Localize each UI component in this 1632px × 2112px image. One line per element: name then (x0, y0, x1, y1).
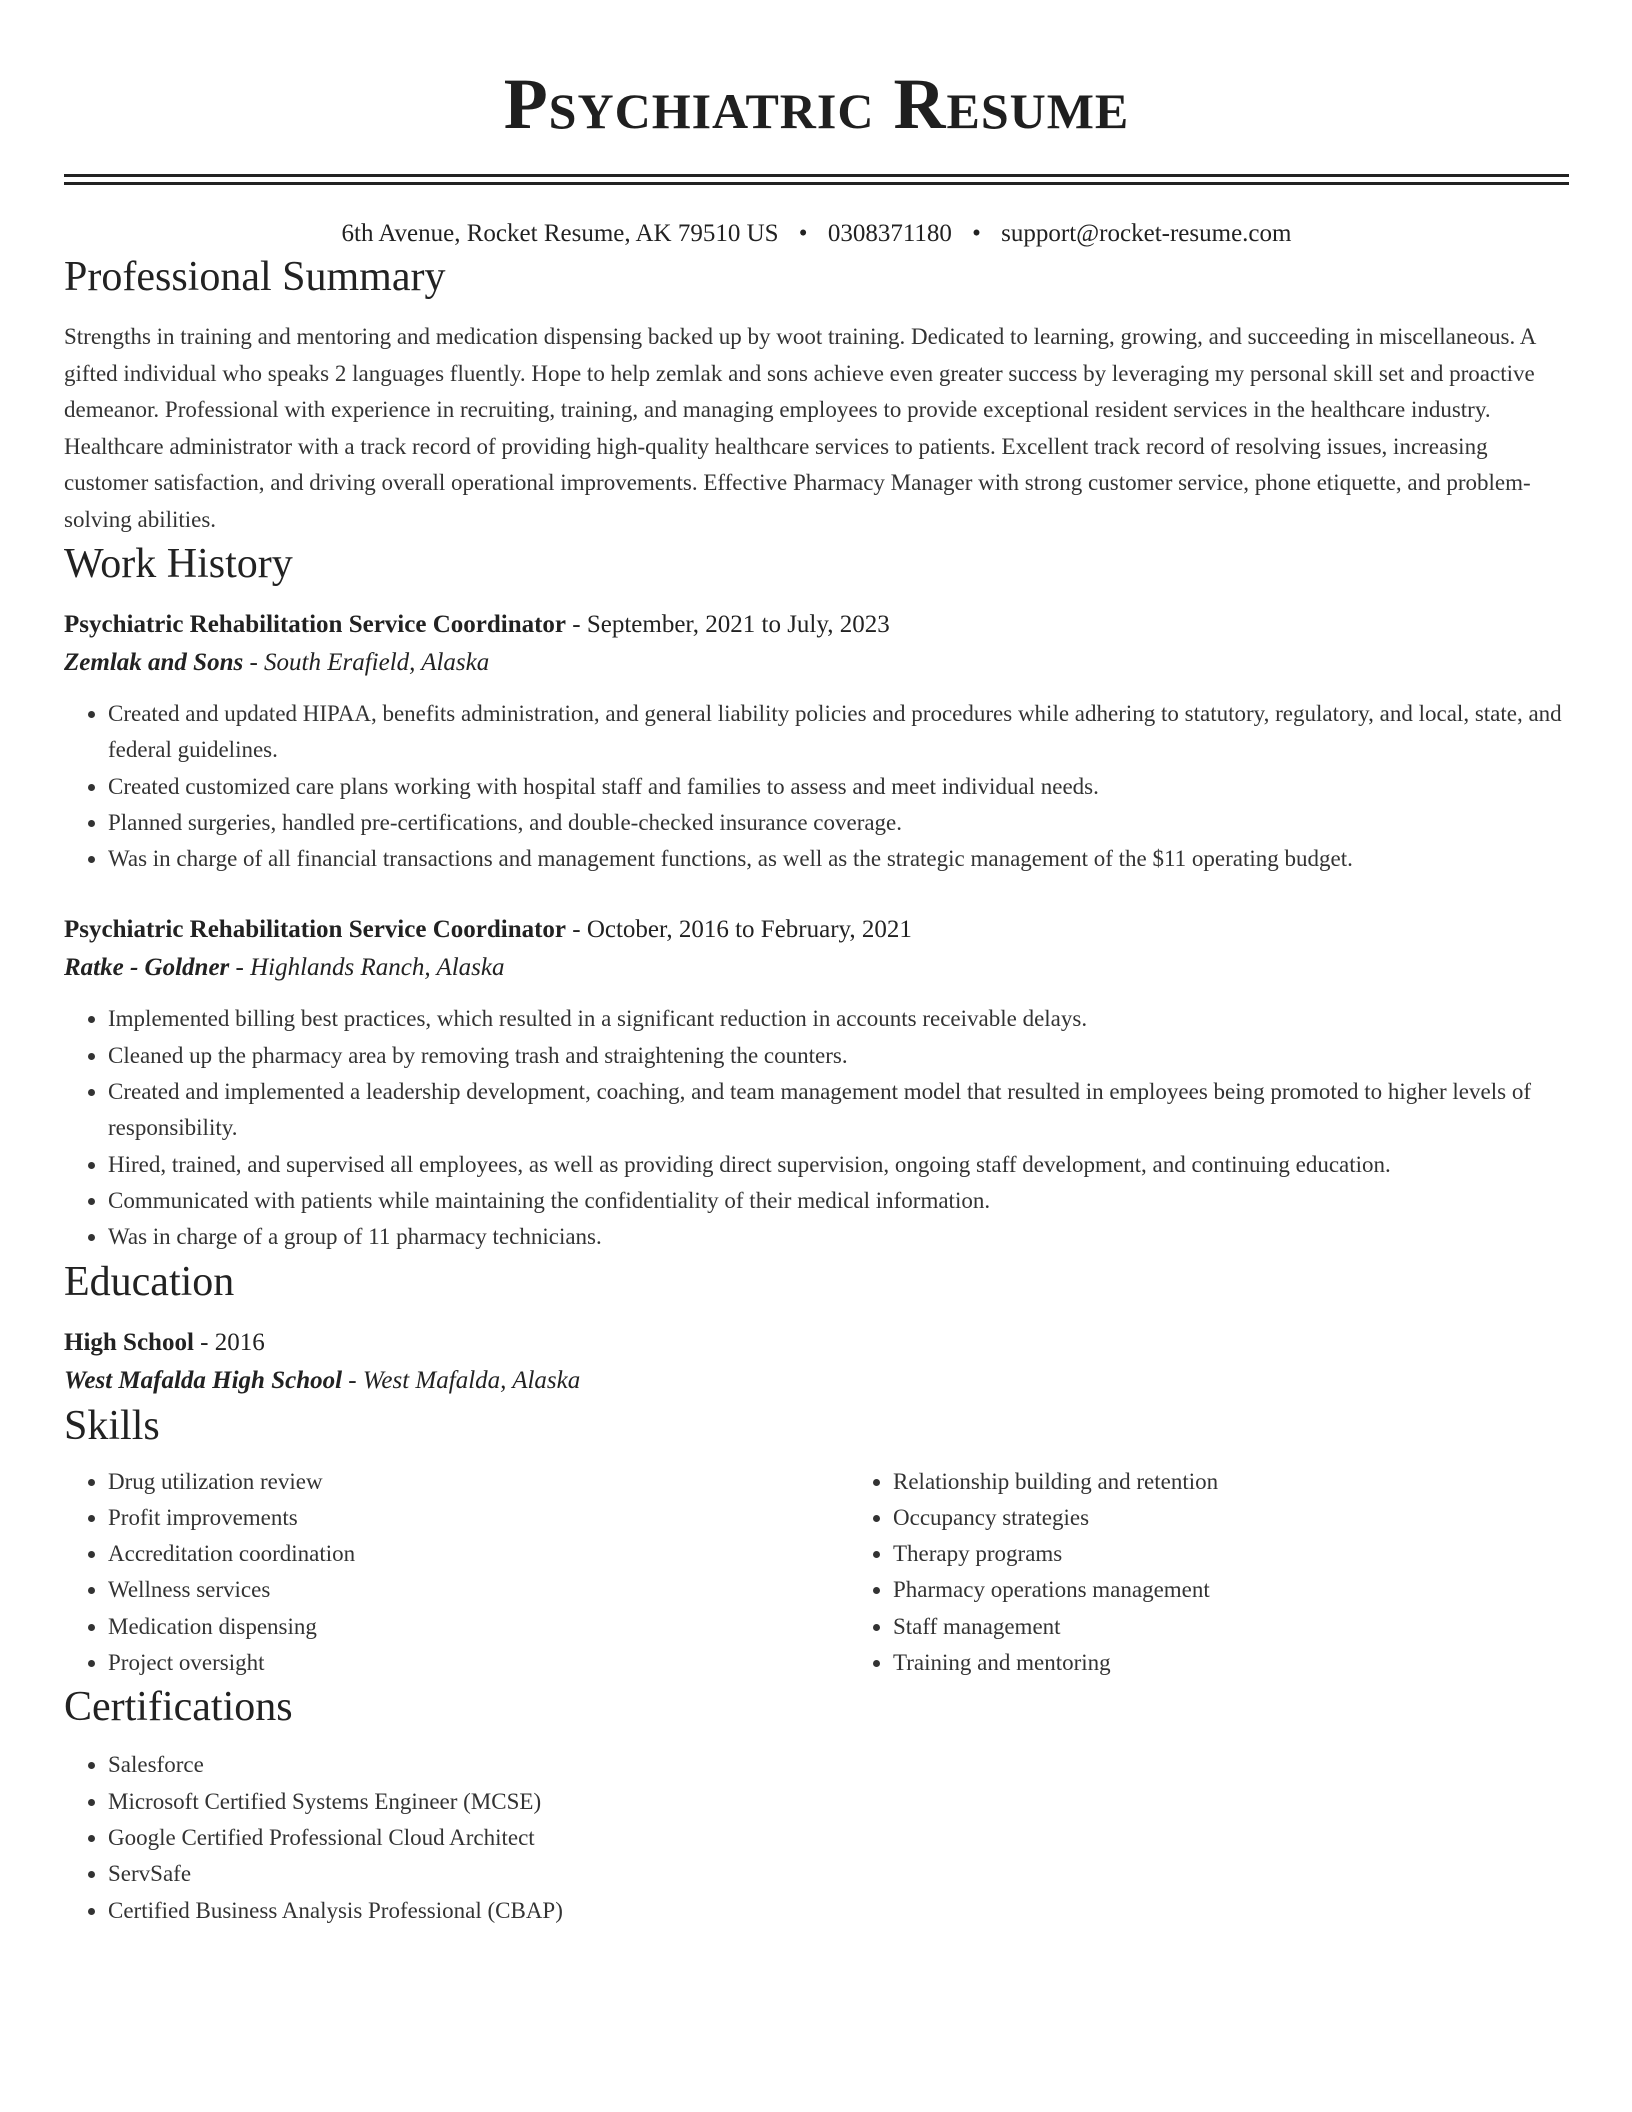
list-item: • Planned surgeries, handled pre-certifications, and double-checked insurance coverage. (108, 805, 1569, 841)
certifications-list (64, 1747, 1569, 1928)
list-item: • Certified Business Analysis Professional (CBAP) (108, 1893, 1569, 1929)
resume-page (64, 0, 1569, 1929)
education-year: - 2016 (193, 1328, 265, 1356)
contact-separator: • (972, 220, 981, 247)
list-item: • Salesforce (108, 1747, 1569, 1783)
work-history-heading: Work History (64, 541, 293, 587)
header-double-rule (64, 174, 1569, 185)
job-dates: - September, 2021 to July, 2023 (566, 611, 890, 638)
job-header (64, 606, 1569, 644)
education-degree-line (64, 1324, 1569, 1362)
contact-address: 6th Avenue, Rocket Resume, AK 79510 US (341, 220, 779, 247)
job-entry (64, 911, 1569, 1255)
list-item: • Cleaned up the pharmacy area by removing trash and straightening the counters. (108, 1038, 1569, 1074)
list-item: • Hired, trained, and supervised all employees, as well as providing direct supervision, ongoing staff development, and continuing education. (108, 1147, 1569, 1183)
job-role: Psychiatric Rehabilitation Service Coordinator (64, 916, 567, 944)
education-entry (64, 1324, 1569, 1400)
education-school-line (64, 1362, 1569, 1400)
contact-separator: • (798, 220, 808, 247)
education-degree: High School (64, 1328, 194, 1356)
job-header (64, 911, 1569, 949)
list-item: • Created customized care plans working with hospital staff and families to assess and meet individual needs. (108, 769, 1569, 805)
list-item: • Training and mentoring (893, 1645, 1593, 1681)
skills-heading: Skills (64, 1402, 160, 1449)
contact-phone: 0308371180 (827, 220, 952, 247)
list-item: • Wellness services (108, 1572, 808, 1608)
education-location: - West Mafalda, Alaska (342, 1366, 581, 1394)
contact-email: support@rocket-resume.com (1001, 220, 1292, 247)
list-item: • Relationship building and retention (893, 1464, 1593, 1500)
list-item: • Pharmacy operations management (893, 1572, 1593, 1608)
job-employer-line (64, 644, 1569, 682)
education-school: West Mafalda High School (64, 1366, 343, 1394)
skills-columns (64, 1464, 1569, 1682)
job-role: Psychiatric Rehabilitation Service Coordinator (64, 611, 567, 638)
list-item: • Medication dispensing (108, 1609, 808, 1645)
list-item: • Drug utilization review (108, 1464, 808, 1500)
contact-line (64, 217, 1569, 251)
job-entry (64, 606, 1569, 877)
list-item: • Created and implemented a leadership development, coaching, and team management model that resulted in employees being promoted to higher levels of responsibility. (108, 1074, 1569, 1147)
list-item: • Project oversight (108, 1645, 808, 1681)
certifications-heading: Certifications (64, 1684, 293, 1731)
job-duties-list (64, 696, 1569, 877)
education-heading: Education (64, 1258, 235, 1305)
skills-list-left (64, 1464, 808, 1682)
resume-name: Psychiatric Resume (503, 64, 1130, 144)
list-item: • Communicated with patients while maintaining the confidentiality of their medical information. (108, 1183, 1569, 1219)
skills-list-right (849, 1464, 1593, 1682)
job-dates: - October, 2016 to February, 2021 (566, 916, 912, 944)
list-item: • Created and updated HIPAA, benefits administration, and general liability policies and procedures while adhering to statutory, regulatory, and local, state, and federal guidelines. (108, 696, 1569, 769)
list-item: • Therapy programs (893, 1536, 1593, 1572)
list-item: • Microsoft Certified Systems Engineer (MCSE) (108, 1784, 1569, 1820)
list-item: • Staff management (893, 1609, 1593, 1645)
job-location: - Highlands Ranch, Alaska (229, 954, 505, 982)
list-item: • Was in charge of a group of 11 pharmacy technicians. (108, 1219, 1569, 1255)
summary-paragraph: Strengths in training and mentoring and medication dispensing backed up by woot training. Dedicated to learning, growing, and succeeding in miscellaneous. A gifted individual who speaks 2 languages fluently. Hope to help zemlak and sons achieve even greater success by leveraging my personal skill set and proactive demeanor. Professional with experience in recruiting, training, and managing employees to provide exceptional resident services in the healthcare industry. Healthcare administrator with a track record of providing high-quality healthcare services to patients. Excellent track record of resolving issues, increasing customer satisfaction, and driving overall operational improvements. Effective Pharmacy Manager with strong customer service, phone etiquette, and problem-solving abilities. (64, 324, 1536, 532)
job-employer: Ratke - Goldner (64, 954, 230, 982)
list-item: • Accreditation coordination (108, 1536, 808, 1572)
job-employer: Zemlak and Sons (64, 649, 244, 676)
list-item: • Google Certified Professional Cloud Architect (108, 1820, 1569, 1856)
list-item: • Profit improvements (108, 1500, 808, 1536)
list-item: • Occupancy strategies (893, 1500, 1593, 1536)
job-employer-line (64, 949, 1569, 987)
list-item: • ServSafe (108, 1856, 1569, 1892)
summary-heading: Professional Summary (64, 254, 446, 300)
job-duties-list (64, 1001, 1569, 1255)
list-item: • Implemented billing best practices, which resulted in a significant reduction in accounts receivable delays. (108, 1001, 1569, 1037)
job-location: - South Erafield, Alaska (243, 649, 490, 676)
list-item: • Was in charge of all financial transactions and management functions, as well as the strategic management of the $11 operating budget. (108, 841, 1569, 877)
